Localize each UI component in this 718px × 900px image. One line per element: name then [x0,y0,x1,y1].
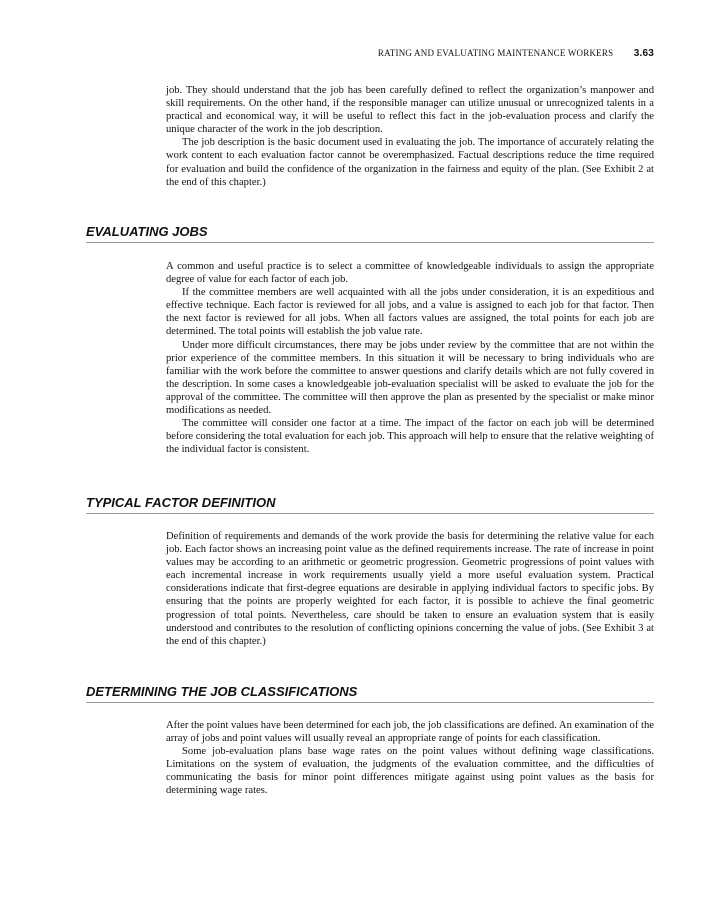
section-body-typical-factor-definition [166,530,654,648]
paragraph: Under more difficult circumstances, there may be jobs under review by the committee that are not within the prior experience of the committee members. In this situation it will be necessary to bring individuals who are familiar with the work before the committee to answer questions and clarify details which are not fully covered in the description. In some cases a knowledgeable job-evaluation specialist will be asked to evaluate the job for the approval of the committee. The committee will then approve the plan as presented by the specialist or make minor modifications as needed. [166,339,654,417]
section-heading-typical-factor-definition: TYPICAL FACTOR DEFINITION [86,495,654,514]
paragraph: After the point values have been determined for each job, the job classifications are defined. An examination of the array of jobs and point values will usually reveal an appropriate range of points for each classification. [166,720,654,745]
intro-text-block [166,84,654,189]
section-heading-evaluating-jobs: EVALUATING JOBS [86,224,654,243]
paragraph: If the committee members are well acquainted with all the jobs under consideration, it is an expeditious and effective technique. Each factor is reviewed for all jobs, and a value is assigned to each job for that factor. Then the next factor is reviewed for all jobs. When all factors values are assigned, the total points for each job are determined. The total points will establish the job value rate. [166,287,654,338]
paragraph: A common and useful practice is to select a committee of knowledgeable individuals to assign the appropriate degree of value for each factor of each job. [166,261,654,286]
paragraph: The committee will consider one factor at a time. The impact of the factor on each job will be determined before considering the total evaluation for each job. This approach will help to ensure that the relative weighting of the individual factor is consistent. [166,418,654,456]
paragraph: job. They should understand that the job has been carefully defined to reflect the organization’s manpower and skill requirements. On the other hand, if the responsible manager can utilize unusual or unrecognized talents in a practical and economical way, it will be useful to reflect this fact in the job-evaluation process and clarify the unique character of the work in the job description. [166,85,654,136]
paragraph: The job description is the basic document used in evaluating the job. The importance of accurately relating the work content to each evaluation factor cannot be overemphasized. Factual descriptions reduce the time required for evaluation and build the confidence of the organization in the fairness and equity of the plan. (See Exhibit 2 at the end of this chapter.) [166,137,654,188]
running-header [378,48,654,59]
paragraph: Definition of requirements and demands of the work provide the basis for determining the relative value for each job. Each factor shows an increasing point value as the defined requirements increase. The rate of increase in point values may be according to an arithmetic or geometric progression. Geometric progressions of point values with each incremental increase in work requirements usually yield a more useful evaluation system. Practical considerations indicate that first-degree equations are desirable in applying individual factors to specific jobs. By ensuring that the points are properly weighted for each factor, it is possible to achieve the final geometric progression of total points. Nevertheless, care should be taken to ensure an evaluation system that is easily understood and contributes to the resolution of conflicting opinions concerning the value of jobs. (See Exhibit 3 at the end of this chapter.) [166,531,654,647]
paragraph: Some job-evaluation plans base wage rates on the point values without defining wage classifications. Limitations on the system of evaluation, the judgments of the evaluation committee, and the difficulties of communicating the basis for minor point differences mitigate against using point values as the basis for determining wage rates. [166,746,654,797]
running-header-title: RATING AND EVALUATING MAINTENANCE WORKERS [377,48,614,58]
section-body-evaluating-jobs [166,260,654,456]
section-heading-determining-job-classifications: DETERMINING THE JOB CLASSIFICATIONS [86,684,654,703]
section-body-determining-job-classifications [166,719,654,798]
page-number: 3.63 [633,48,654,59]
